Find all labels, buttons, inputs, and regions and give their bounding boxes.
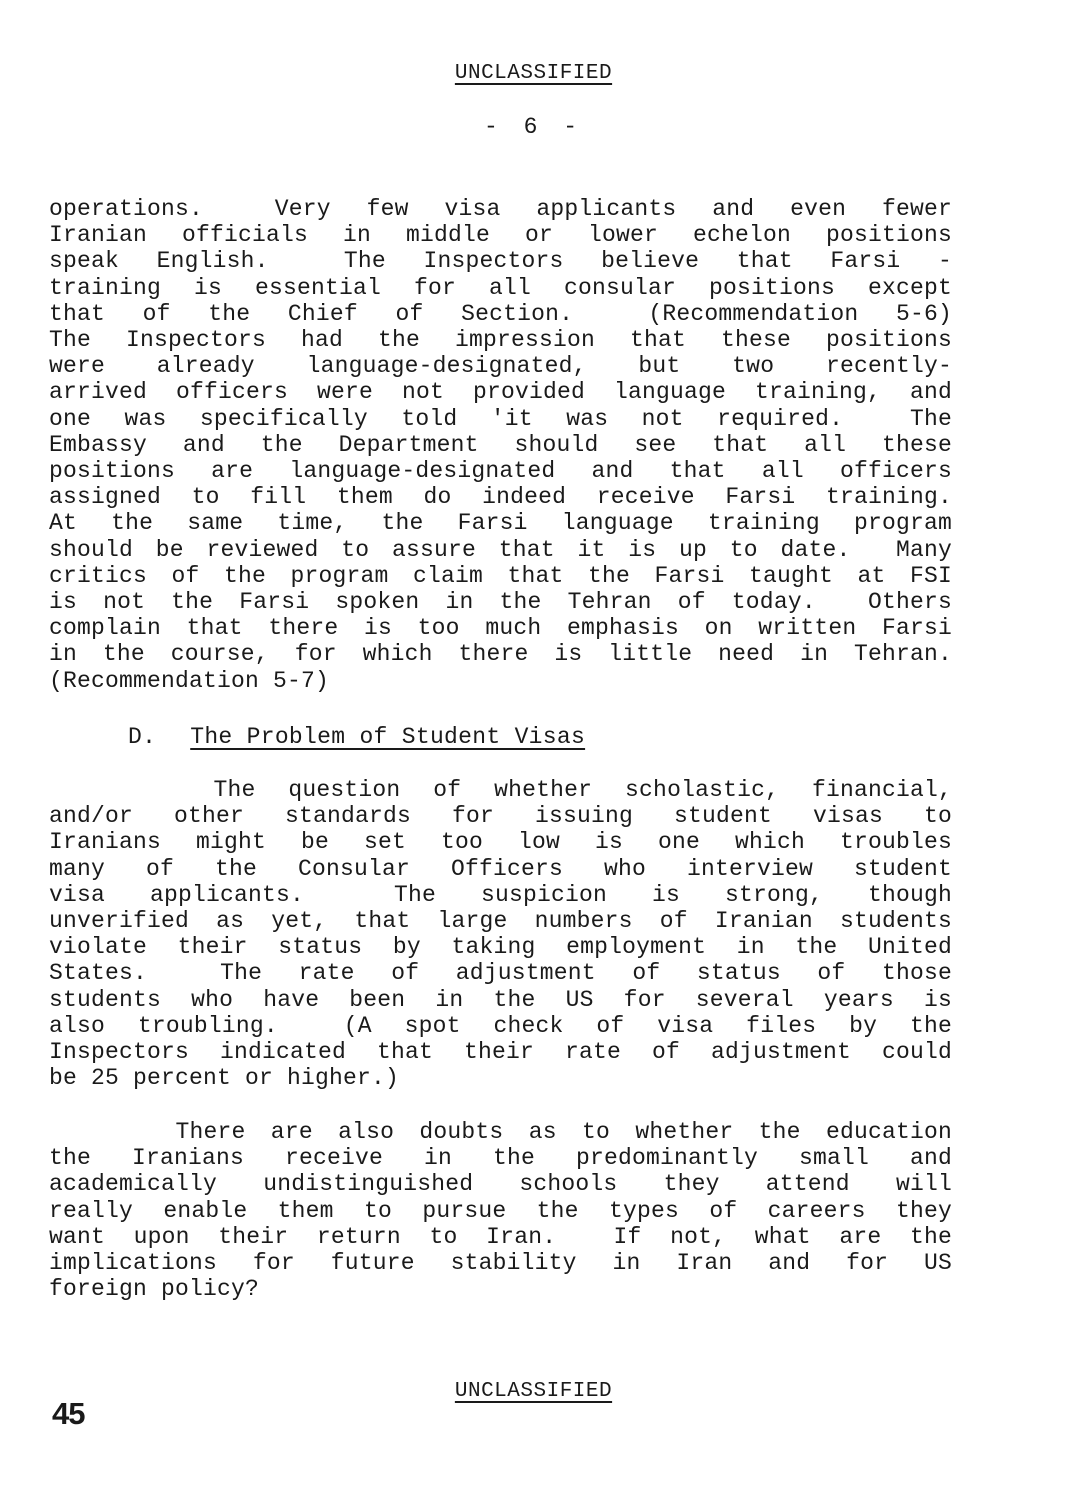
text-line: (Recommendation 5-7) xyxy=(49,667,330,694)
text-line: The Inspectors had the impression that these positions xyxy=(49,327,952,354)
text-line: one was specifically told 'it was not required. The xyxy=(49,405,952,432)
section-title: The Problem of Student Visas xyxy=(190,724,586,750)
text-line: There are also doubts as to whether the education xyxy=(49,1119,952,1145)
text-line: unverified as yet, that large numbers of Iranian students xyxy=(49,908,952,935)
text-line: be 25 percent or higher.) xyxy=(49,1065,400,1092)
text-line: foreign policy? xyxy=(49,1276,260,1303)
text-line: should be reviewed to assure that it is up to date. Many xyxy=(49,536,952,563)
text-line: Iranian officials in middle or lower echelon positions xyxy=(49,222,952,249)
paragraph-student-visa-standards xyxy=(49,777,952,1091)
text-line: in the course, for which there is little need in Tehran. xyxy=(49,641,952,668)
text-line: many of the Consular Officers who interview student xyxy=(49,855,952,882)
text-line: visa applicants. The suspicion is strong, though xyxy=(49,881,952,908)
top-classification-marking xyxy=(0,62,1067,85)
text-line: arrived officers were not provided language training, and xyxy=(49,379,952,406)
text-line: Iranians might be set too low is one which troubles xyxy=(49,829,952,856)
text-line: were already language-designated, but two recently- xyxy=(49,353,952,380)
text-line: critics of the program claim that the Farsi taught at FSI xyxy=(49,562,952,589)
text-line: that of the Chief of Section. (Recommendation 5-6) xyxy=(49,300,952,327)
folio-number: 45 xyxy=(52,1396,85,1431)
section-heading xyxy=(128,724,585,750)
text-line: speak English. The Inspectors believe that Farsi - xyxy=(49,248,952,275)
top-classification-text: UNCLASSIFIED xyxy=(454,62,613,85)
text-line: Embassy and the Department should see that all these xyxy=(49,431,952,458)
text-line: also troubling. (A spot check of visa files by the xyxy=(49,1012,952,1039)
text-line: operations. Very few visa applicants and even fewer xyxy=(49,196,952,222)
text-line: academically undistinguished schools they attend will xyxy=(49,1171,952,1198)
text-line: the Iranians receive in the predominantly small and xyxy=(49,1145,952,1172)
bottom-classification-text: UNCLASSIFIED xyxy=(454,1380,613,1403)
section-letter: D. xyxy=(128,724,157,750)
text-line: really enable them to pursue the types of careers they xyxy=(49,1197,952,1224)
paragraph-education-doubts xyxy=(49,1119,952,1302)
text-line: At the same time, the Farsi language training program xyxy=(49,510,952,537)
paragraph-farsi-training xyxy=(49,196,952,694)
text-line: Inspectors indicated that their rate of adjustment could xyxy=(49,1039,952,1066)
text-line: complain that there is too much emphasis on written Farsi xyxy=(49,615,952,642)
text-line: want upon their return to Iran. If not, what are the xyxy=(49,1223,952,1250)
text-line: positions are language-designated and that all officers xyxy=(49,458,952,485)
text-line: and/or other standards for issuing student visas to xyxy=(49,803,952,830)
text-line: assigned to fill them do indeed receive Farsi training. xyxy=(49,484,952,511)
text-line: implications for future stability in Iran and for US xyxy=(49,1250,952,1277)
text-line: students who have been in the US for several years is xyxy=(49,986,952,1013)
text-line: violate their status by taking employment in the United xyxy=(49,934,952,961)
page-number: - 6 - xyxy=(483,114,583,140)
text-line: is not the Farsi spoken in the Tehran of today. Others xyxy=(49,589,952,616)
text-line: training is essential for all consular positions except xyxy=(49,274,952,301)
text-line: The question of whether scholastic, financial, xyxy=(49,777,952,803)
text-line: States. The rate of adjustment of status of those xyxy=(49,960,952,987)
bottom-classification-marking xyxy=(0,1380,1067,1403)
